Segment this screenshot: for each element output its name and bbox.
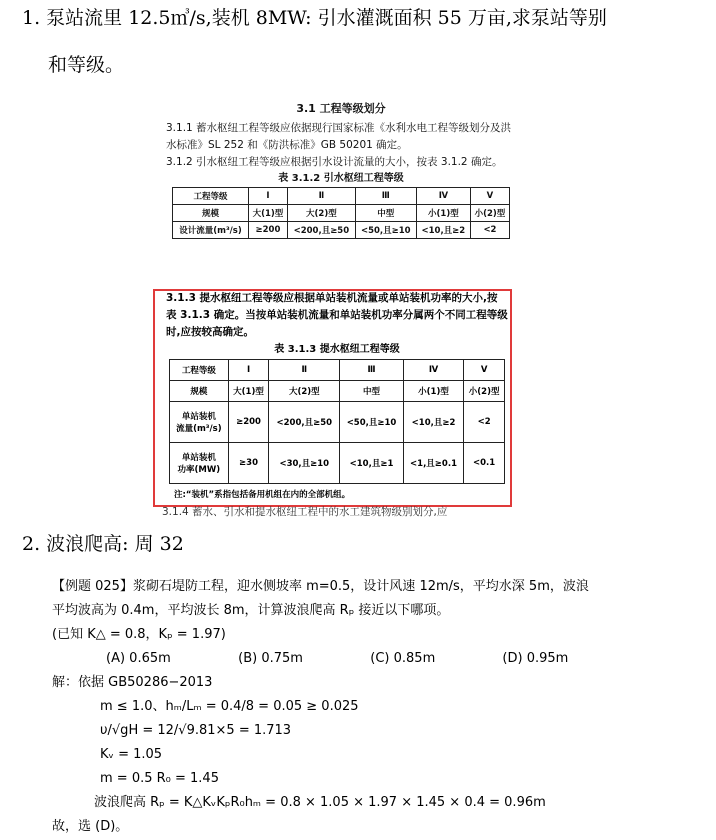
table-cell: ≥200 [248,222,287,239]
table-cell: Ⅴ [470,188,509,205]
table-3-1-2 [172,187,510,239]
table-cell: 设计流量(m³/s) [173,222,249,239]
table-cell: 规模 [170,381,229,402]
option-b: (B) 0.75m [238,651,303,666]
example-line: 【例题 025】浆砌石堤防工程，迎水侧坡率 m=0.5，设计风速 12m/s，平均水深 5m，波浪 [52,579,589,594]
table-row [173,205,510,222]
table-cell: 单站装机 流量(m³/s) [170,402,229,443]
table-cell: 小(2)型 [464,381,505,402]
clause-3-1-2: 3.1.2 引水枢纽工程等级应根据引水设计流量的大小，按表 3.1.2 确定。 [166,156,503,168]
table-cell: 小(1)型 [416,205,470,222]
table-cell: ≥200 [228,402,269,443]
table-3-1-3-caption: 表 3.1.3 提水枢纽工程等级 [274,344,400,355]
table-cell: Ⅳ [416,188,470,205]
table-cell: Ⅳ [403,360,463,381]
table-cell: Ⅴ [464,360,505,381]
table-row [173,222,510,239]
solution-header: 解：依据 GB50286−2013 [52,675,213,690]
table-cell: Ⅰ [248,188,287,205]
example-line: (已知 K△ = 0.8，Kₚ = 1.97) [52,627,226,642]
table-3-1-2-caption: 表 3.1.2 引水枢纽工程等级 [278,173,404,184]
table-cell: <0.1 [464,443,505,484]
table-cell: Ⅱ [269,360,340,381]
table-cell: 规模 [173,205,249,222]
question-1-line-1: 1. 泵站流里 12.5㎥/s,装机 8MW: 引水灌溉面积 55 万亩,求泵站等别 [22,7,607,29]
example-025 [52,576,706,840]
solution-step: υ/√gH = 12/√9.81×5 = 1.713 [100,723,292,738]
option-d: (D) 0.95m [502,651,569,666]
option-c: (C) 0.85m [370,651,436,666]
question-1-line-2: 和等级。 [48,54,125,76]
table-cell: 小(2)型 [470,205,509,222]
solution-step: m = 0.5 R₀ = 1.45 [100,771,219,786]
table-cell: 工程等级 [173,188,249,205]
table-cell: 大(2)型 [287,205,355,222]
table-note: 注:“装机”系指包括备用机组在内的全部机组。 [174,490,351,500]
table-cell: <50,且≥10 [355,222,416,239]
clause-3-1-3: 3.1.3 提水枢纽工程等级应根据单站装机流量或单站装机功率的大小,按表 3.1.3 确定。当按单站装机流量和单站装机功率分属两个不同工程等级时,应按较高确定。 [166,292,508,338]
table-cell: <2 [470,222,509,239]
table-cell: <10,且≥2 [403,402,463,443]
table-cell: 单站装机 功率(MW) [170,443,229,484]
table-cell: <2 [464,402,505,443]
table-cell: <10,且≥2 [416,222,470,239]
table-cell: Ⅰ [228,360,269,381]
table-cell: <30,且≥10 [269,443,340,484]
table-cell: ≥30 [228,443,269,484]
table-cell: 大(1)型 [228,381,269,402]
table-cell: <1,且≥0.1 [403,443,463,484]
solution-step: m ≤ 1.0、hₘ/Lₘ = 0.4/8 = 0.05 ≥ 0.025 [100,699,359,714]
clause-3-1-4-partial: 3.1.4 蓄水、引水和提水枢纽工程中的水工建筑物级别划分,应 [162,506,448,518]
section-title: 3.1 工程等级划分 [296,102,386,115]
table-cell: <50,且≥10 [340,402,404,443]
table-cell: 中型 [355,205,416,222]
table-cell: <200,且≥50 [269,402,340,443]
table-cell: <10,且≥1 [340,443,404,484]
example-options [66,648,706,672]
solution-step: Kᵥ = 1.05 [100,747,163,762]
table-cell: 大(2)型 [269,381,340,402]
table-row [173,188,510,205]
option-a: (A) 0.65m [106,651,171,666]
clause-3-1-1: 3.1.1 蓄水枢纽工程等级应依据现行国家标准《水利水电工程等级划分及洪水标准》SL 252 和《防洪标准》GB 50201 确定。 [166,122,512,151]
question-2-title: 2. 波浪爬高: 周 32 [22,533,184,555]
table-cell: <200,且≥50 [287,222,355,239]
solution-answer: 故，选 (D)。 [52,819,129,834]
table-cell: 工程等级 [170,360,229,381]
table-cell: Ⅲ [340,360,404,381]
solution-step: 波浪爬高 Rₚ = K△KᵥKₚR₀hₘ = 0.8 × 1.05 × 1.97 × 1.45 × 0.4 = 0.96m [94,795,546,810]
table-cell: Ⅱ [287,188,355,205]
table-cell: 中型 [340,381,404,402]
table-cell: 大(1)型 [248,205,287,222]
example-line: 平均波高为 0.4m，平均波长 8m，计算波浪爬高 Rₚ 接近以下哪项。 [52,603,450,618]
highlight-box [153,289,512,507]
table-cell: Ⅲ [355,188,416,205]
table-cell: 小(1)型 [403,381,463,402]
